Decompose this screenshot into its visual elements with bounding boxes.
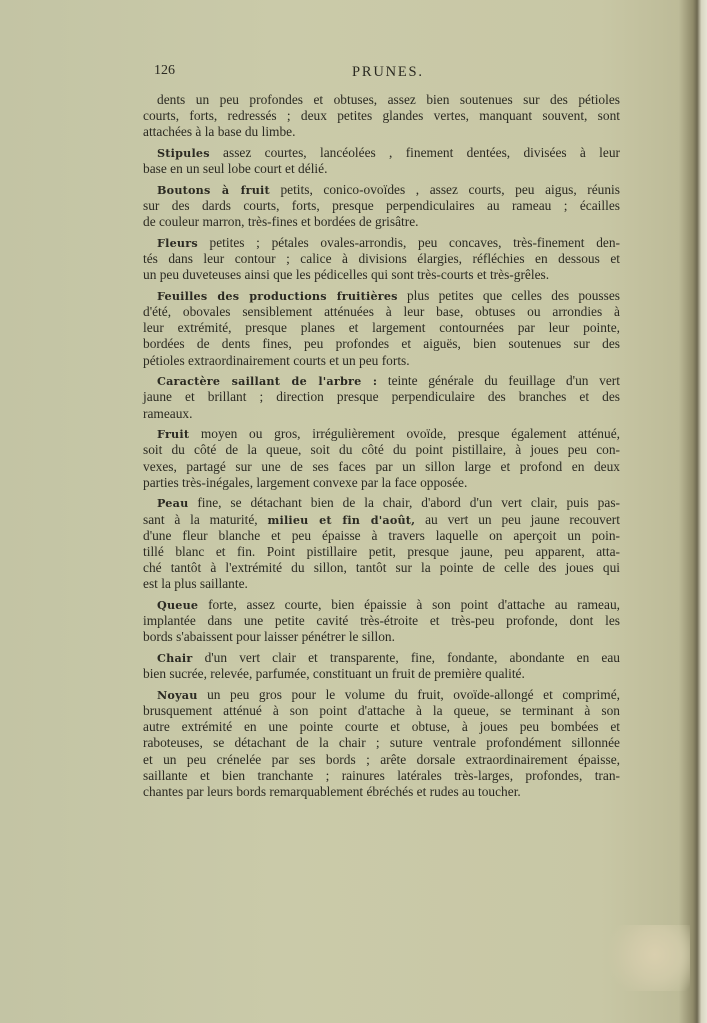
text-line: tés dans leur contour ; calice à divisions élargies, réfléchies en dessous et (143, 251, 620, 266)
text-line: tillé blanc et fin. Point pistillaire petit, presque jaune, peu apparent, atta- (143, 544, 620, 560)
text-line: pétioles extraordinairement courts et un peu forts. (143, 352, 410, 368)
text-segment: assez courtes, lancéolées , finement dentées, divisées à leur (209, 145, 620, 160)
bold-term: Noyau (157, 687, 198, 702)
text-segment: plus petites que celles des pousses (397, 287, 620, 303)
text-line: d'été, obovales sensiblement atténuées à leur base, obtuses ou arrondies à (143, 304, 620, 319)
text-line: implantée dans une petite cavité très-étroite et très-peu profonde, dont les (143, 613, 620, 629)
paragraph (143, 373, 620, 422)
text-line: leur extrémité, presque planes et largement contournées par leur pointe, (143, 320, 620, 336)
paragraph (143, 650, 620, 682)
bold-term: Feuilles des productions fruitières (157, 288, 398, 303)
bold-term: Chair (157, 651, 193, 666)
bold-term: Caractère saillant de l'arbre : (157, 374, 378, 389)
text-segment: forte, assez courte, bien épaissie à son point d'attache au rameau, (198, 597, 620, 613)
text-line: raboteuses, se détachant de la chair ; suture ventrale profondément sillonnée (143, 735, 620, 751)
text-line (143, 182, 620, 198)
text-segment: petites ; pétales ovales-arrondis, peu concaves, très-finement den- (197, 234, 620, 250)
text-line (143, 495, 620, 511)
text-line: parties très-inégales, largement convexe par la face opposée. (143, 474, 468, 490)
text-line: chantes par leurs bords remarquablement ébréchés et rudes au toucher. (143, 784, 521, 800)
text-line (143, 687, 620, 703)
paragraph (143, 687, 620, 800)
bold-term: Fruit (157, 427, 190, 442)
bold-term: Queue (157, 598, 199, 613)
bold-term: milieu et fin d'août, (267, 512, 416, 527)
text-line: saillante et bien tranchante ; rainures latérales très-larges, profondes, tran- (143, 767, 620, 783)
text-line (143, 426, 620, 442)
text-line (143, 650, 620, 666)
running-title: PRUNES. (352, 64, 424, 80)
paragraph (143, 495, 620, 592)
bleed-through-image (602, 925, 690, 991)
text-line (143, 145, 620, 161)
text-segment: teinte générale du feuillage d'un vert (377, 373, 620, 389)
text-line: de couleur marron, très-fines et bordées de grisâtre. (143, 214, 419, 230)
bold-term: Fleurs (157, 235, 198, 250)
text-line: ché tantôt à l'extrémité du sillon, tantôt sur la pointe de celle des joues qui (143, 560, 620, 576)
text-segment: au vert un peu jaune recouvert (415, 511, 620, 527)
paragraph (143, 182, 620, 231)
text-line: sur des dards courts, forts, presque perpendiculaires au rameau ; écailles (143, 198, 620, 213)
text-line (143, 597, 620, 613)
text-line: attachées à la base du limbe. (143, 124, 296, 140)
text-line: et un peu crénelée par ses bords ; arête dorsale extraordinairement épaisse, (143, 751, 620, 767)
text-line: soit du côté de la queue, soit du côté du point pistillaire, à joues peu con- (143, 442, 620, 458)
text-line: autre extrémité en une pointe courte et obtuse, à joues peu bombées et (143, 719, 620, 735)
text-line: un peu duveteuses ainsi que les pédicelles qui sont très-courts et très-grêles. (143, 267, 550, 283)
text-line: brusquement atténué à son point d'attache à la queue, se terminant à son (143, 703, 620, 719)
text-segment: d'un vert clair et transparente, fine, fondante, abondante en eau (192, 650, 620, 666)
bold-term: Peau (157, 496, 189, 511)
paragraph (143, 426, 620, 491)
body-text (143, 92, 620, 805)
text-line: bien sucrée, relevée, parfumée, constituant un fruit de première qualité. (143, 666, 525, 682)
text-segment: sant à la maturité, (143, 511, 268, 527)
paragraph (143, 597, 620, 646)
text-segment: fine, se détachant bien de la chair, d'abord d'un vert clair, puis pas- (188, 495, 620, 511)
text-segment: un peu gros pour le volume du fruit, ovoïde-allongé et comprimé, (197, 686, 620, 702)
text-segment: petits, conico-ovoïdes , assez courts, peu aigus, réunis (269, 181, 620, 197)
paragraph (143, 235, 620, 284)
text-segment: moyen ou gros, irrégulièrement ovoïde, presque également atténué, (189, 426, 620, 442)
text-line: bords s'abaissent pour laisser pénétrer le sillon. (143, 629, 395, 645)
text-line: est la plus saillante. (143, 576, 248, 592)
text-line (143, 288, 620, 304)
text-line: bordées de dents fines, peu profondes et aiguës, bien soutenues sur des (143, 336, 620, 352)
text-line: rameaux. (143, 405, 193, 421)
text-line (143, 235, 620, 251)
text-line: base en un seul lobe court et délié. (143, 161, 328, 177)
bold-term: Boutons à fruit (157, 182, 270, 197)
text-line: d'une fleur blanche et peu épaisse à travers laquelle on aperçoit un poin- (143, 527, 620, 543)
paragraph (143, 145, 620, 177)
text-line: jaune et brillant ; direction presque perpendiculaire des branches et des (143, 389, 620, 405)
bold-term: Stipules (157, 146, 210, 160)
text-line: courts, forts, redressés ; deux petites glandes vertes, manquant souvent, sont (143, 108, 620, 124)
text-line (143, 512, 620, 528)
text-line: dents un peu profondes et obtuses, assez bien soutenues sur des pétioles (157, 92, 620, 107)
text-line: vexes, partagé sur une de ses faces par un sillon large et profond en deux (143, 458, 620, 474)
paragraph (143, 92, 620, 141)
paragraph (143, 288, 620, 369)
text-line (143, 373, 620, 389)
page-number: 126 (154, 63, 175, 78)
